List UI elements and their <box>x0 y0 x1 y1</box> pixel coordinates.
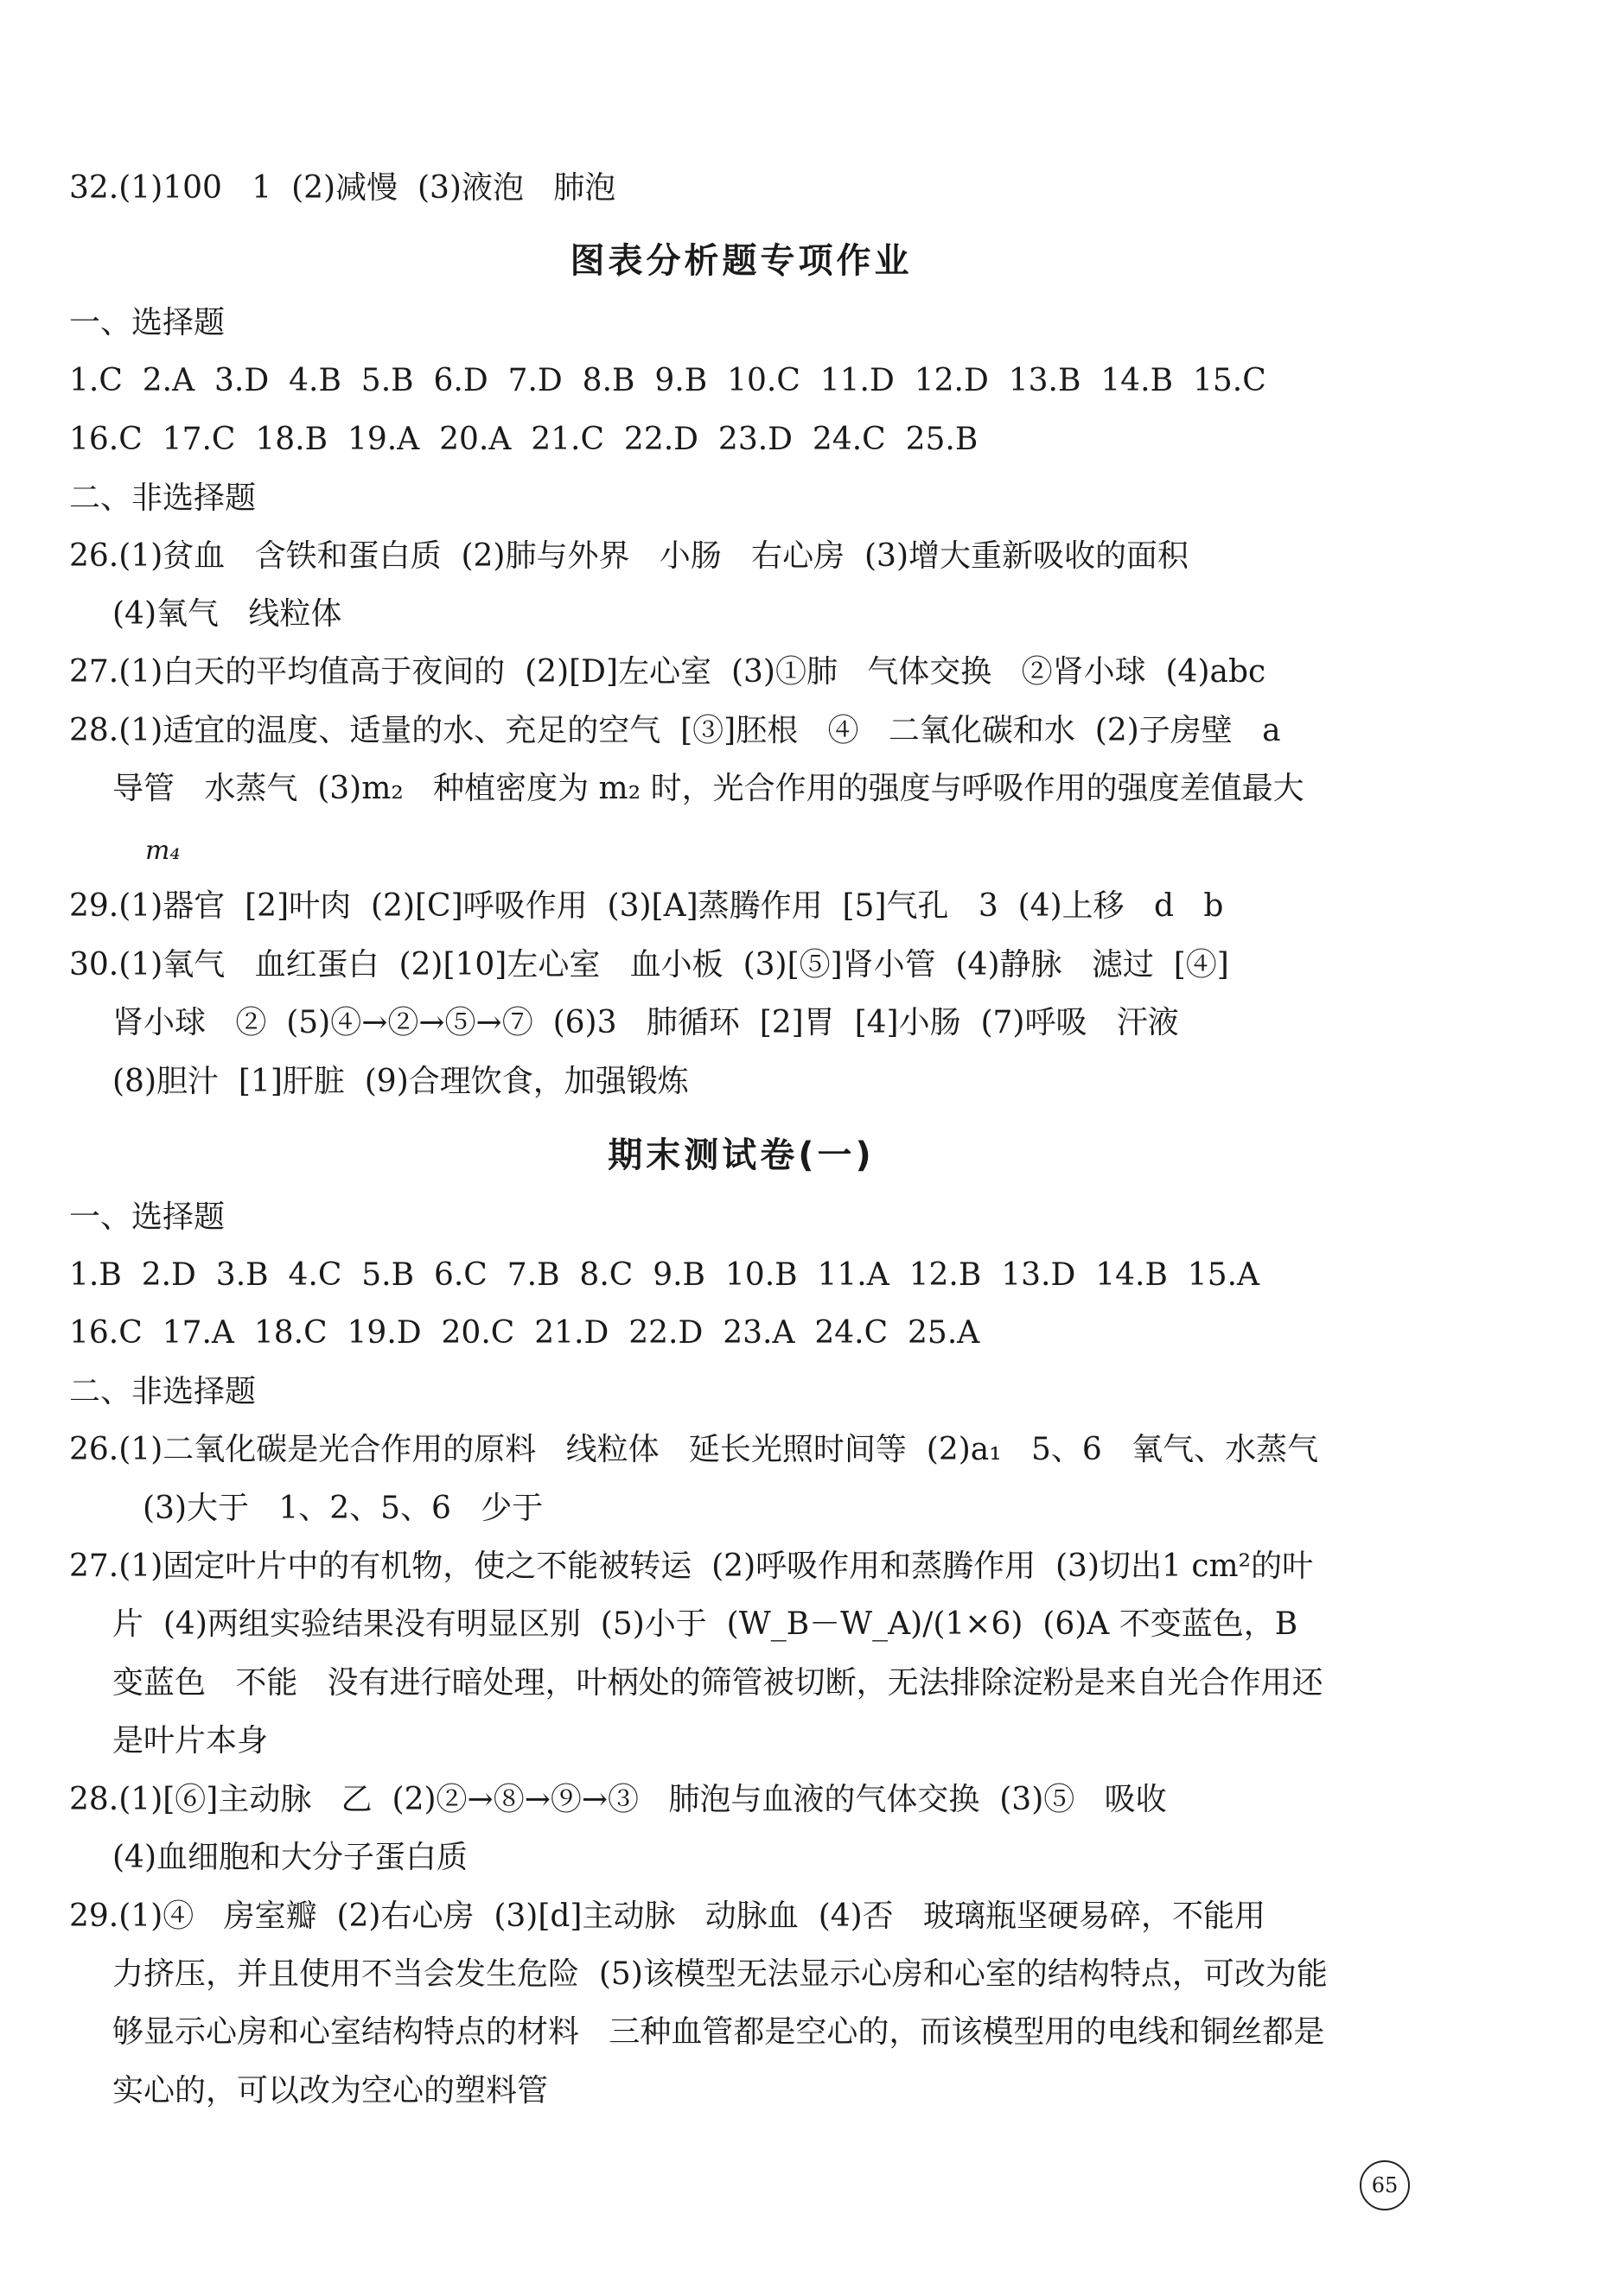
subsection-label: 一、选择题 <box>69 1199 226 1235</box>
answer-line: 导管 水蒸气 (3)m₂ 种植密度为 m₂ 时，光合作用的强度与呼吸作用的强度差值最大 <box>112 771 1304 806</box>
answer-line: (4)血细胞和大分子蛋白质 <box>112 1840 468 1875</box>
answer-line: 够显示心房和心室结构特点的材料 三种血管都是空心的，而该模型用的电线和铜丝都是 <box>112 2014 1325 2050</box>
answer-line: 26.(1)二氧化碳是光合作用的原料 线粒体 延长光照时间等 (2)a₁ 5、6 氧气、水蒸气 <box>69 1432 1319 1467</box>
answer-line: 16.C 17.A 18.C 19.D 20.C 21.D 22.D 23.A 24.C 25.A <box>69 1315 980 1351</box>
section-heading: 期末测试卷(一) <box>608 1135 875 1175</box>
subsection-label: 一、选择题 <box>69 305 226 340</box>
answer-line: 32.(1)100 1 (2)减慢 (3)液泡 肺泡 <box>69 170 616 206</box>
answer-line: 肾小球 ② (5)④→②→⑤→⑦ (6)3 肺循环 [2]胃 [4]小肠 (7)呼吸 汗液 <box>112 1005 1179 1040</box>
answer-line: (4)氧气 线粒体 <box>112 596 342 632</box>
answer-line: 28.(1)[⑥]主动脉 乙 (2)②→⑧→⑨→③ 肺泡与血液的气体交换 (3)⑤ 吸收 <box>69 1782 1167 1817</box>
page-number: 65 <box>1360 2160 1410 2210</box>
answer-line: 29.(1)④ 房室瓣 (2)右心房 (3)[d]主动脉 动脉血 (4)否 玻璃瓶坚硬易碎，不能用 <box>69 1898 1266 1934</box>
section-heading: 图表分析题专项作业 <box>570 241 913 281</box>
answer-line: 28.(1)适宜的温度、适量的水、充足的空气 [③]胚根 ④ 二氧化碳和水 (2)子房壁 a <box>69 713 1281 748</box>
answer-line: (3)大于 1、2、5、6 少于 <box>143 1491 544 1526</box>
answer-line: 1.C 2.A 3.D 4.B 5.B 6.D 7.D 8.B 9.B 10.C 11.D 12.D 13.B 14.B 15.C <box>69 363 1266 398</box>
answer-line: 30.(1)氧气 血红蛋白 (2)[10]左心室 血小板 (3)[⑤]肾小管 (4)静脉 滤过 [④] <box>69 947 1229 983</box>
answer-line: 1.B 2.D 3.B 4.C 5.B 6.C 7.B 8.C 9.B 10.B 11.A 12.B 13.D 14.B 15.A <box>69 1257 1260 1293</box>
answer-line: 力挤压，并且使用不当会发生危险 (5)该模型无法显示心房和心室的结构特点，可改为能 <box>112 1956 1328 1992</box>
answer-line: 27.(1)白天的平均值高于夜间的 (2)[D]左心室 (3)①肺 气体交换 ②肾小球 (4)abc <box>69 654 1266 690</box>
answer-line: m₄ <box>145 836 181 866</box>
subsection-label: 二、非选择题 <box>69 1374 257 1409</box>
answer-line: 片 (4)两组实验结果没有明显区别 (5)小于 (W_B－W_A)/(1×6) (6)A 不变蓝色，B <box>112 1606 1298 1642</box>
answer-line: 26.(1)贫血 含铁和蛋白质 (2)肺与外界 小肠 右心房 (3)增大重新吸收的面积 <box>69 538 1189 574</box>
subsection-label: 二、非选择题 <box>69 480 257 516</box>
answer-line: 是叶片本身 <box>112 1723 269 1759</box>
answer-line: (8)胆汁 [1]肝脏 (9)合理饮食，加强锻炼 <box>112 1064 689 1099</box>
answer-line: 29.(1)器官 [2]叶肉 (2)[C]呼吸作用 (3)[A]蒸腾作用 [5]气孔 3 (4)上移 d b <box>69 888 1224 924</box>
answer-line: 27.(1)固定叶片中的有机物，使之不能被转运 (2)呼吸作用和蒸腾作用 (3)切出1 cm²的叶 <box>69 1549 1314 1584</box>
answer-line: 实心的，可以改为空心的塑料管 <box>112 2073 549 2108</box>
answer-line: 变蓝色 不能 没有进行暗处理，叶柄处的筛管被切断，无法排除淀粉是来自光合作用还 <box>112 1665 1323 1701</box>
answer-line: 16.C 17.C 18.B 19.A 20.A 21.C 22.D 23.D 24.C 25.B <box>69 422 978 457</box>
